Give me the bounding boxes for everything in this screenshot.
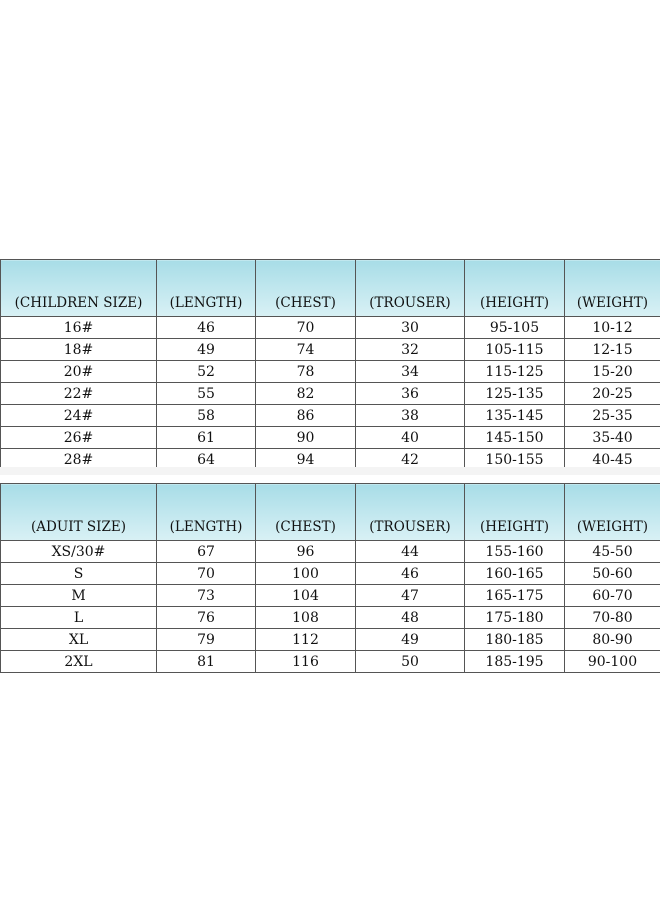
chest-cell: 116 [256,651,356,673]
header-length: (LENGTH) [157,260,256,317]
table-row [1,651,660,673]
weight-cell: 70-80 [565,607,660,629]
chest-cell: 112 [256,629,356,651]
height-cell: 160-165 [465,563,565,585]
weight-cell: 40-45 [565,449,660,471]
chest-cell: 70 [256,317,356,339]
table-separator [0,467,660,475]
header-weight: (WEIGHT) [565,260,660,317]
header-height: (HEIGHT) [465,260,565,317]
weight-cell: 25-35 [565,405,660,427]
weight-cell: 45-50 [565,541,660,563]
table-row [1,607,660,629]
chest-cell: 82 [256,383,356,405]
trouser-cell: 40 [356,427,465,449]
table-row [1,405,660,427]
weight-cell: 10-12 [565,317,660,339]
chest-cell: 86 [256,405,356,427]
length-cell: 58 [157,405,256,427]
weight-cell: 80-90 [565,629,660,651]
header-size: (CHILDREN SIZE) [1,260,157,317]
length-cell: 46 [157,317,256,339]
size-cell: 22# [1,383,157,405]
chest-cell: 104 [256,585,356,607]
table-row [1,585,660,607]
height-cell: 150-155 [465,449,565,471]
size-cell: 20# [1,361,157,383]
length-cell: 64 [157,449,256,471]
length-cell: 61 [157,427,256,449]
header-length: (LENGTH) [157,484,256,541]
size-cell: M [1,585,157,607]
length-cell: 70 [157,563,256,585]
table-row [1,629,660,651]
chest-cell: 94 [256,449,356,471]
trouser-cell: 44 [356,541,465,563]
header-chest: (CHEST) [256,484,356,541]
length-cell: 73 [157,585,256,607]
size-cell: L [1,607,157,629]
size-cell: 26# [1,427,157,449]
table-row [1,383,660,405]
weight-cell: 90-100 [565,651,660,673]
height-cell: 165-175 [465,585,565,607]
chest-cell: 90 [256,427,356,449]
adult-size-table [0,483,660,673]
trouser-cell: 50 [356,651,465,673]
size-cell: 2XL [1,651,157,673]
chest-cell: 96 [256,541,356,563]
size-cell: 18# [1,339,157,361]
trouser-cell: 30 [356,317,465,339]
trouser-cell: 48 [356,607,465,629]
weight-cell: 50-60 [565,563,660,585]
size-cell: S [1,563,157,585]
height-cell: 145-150 [465,427,565,449]
length-cell: 67 [157,541,256,563]
height-cell: 185-195 [465,651,565,673]
trouser-cell: 49 [356,629,465,651]
chest-cell: 78 [256,361,356,383]
weight-cell: 15-20 [565,361,660,383]
table-row [1,563,660,585]
height-cell: 135-145 [465,405,565,427]
table-row [1,339,660,361]
length-cell: 49 [157,339,256,361]
size-cell: 24# [1,405,157,427]
height-cell: 95-105 [465,317,565,339]
weight-cell: 60-70 [565,585,660,607]
header-trouser: (TROUSER) [356,260,465,317]
weight-cell: 20-25 [565,383,660,405]
adult-header-row [1,484,660,541]
length-cell: 52 [157,361,256,383]
size-cell: 28# [1,449,157,471]
trouser-cell: 46 [356,563,465,585]
trouser-cell: 47 [356,585,465,607]
table-row [1,361,660,383]
children-header-row [1,260,660,317]
chest-cell: 74 [256,339,356,361]
height-cell: 180-185 [465,629,565,651]
trouser-cell: 42 [356,449,465,471]
height-cell: 105-115 [465,339,565,361]
height-cell: 115-125 [465,361,565,383]
trouser-cell: 34 [356,361,465,383]
size-cell: 16# [1,317,157,339]
table-row [1,541,660,563]
trouser-cell: 38 [356,405,465,427]
children-size-table [0,259,660,471]
chest-cell: 100 [256,563,356,585]
header-weight: (WEIGHT) [565,484,660,541]
height-cell: 155-160 [465,541,565,563]
header-height: (HEIGHT) [465,484,565,541]
weight-cell: 12-15 [565,339,660,361]
weight-cell: 35-40 [565,427,660,449]
chest-cell: 108 [256,607,356,629]
trouser-cell: 32 [356,339,465,361]
length-cell: 55 [157,383,256,405]
length-cell: 79 [157,629,256,651]
header-chest: (CHEST) [256,260,356,317]
header-size: (ADUIT SIZE) [1,484,157,541]
table-row [1,427,660,449]
height-cell: 175-180 [465,607,565,629]
trouser-cell: 36 [356,383,465,405]
header-trouser: (TROUSER) [356,484,465,541]
size-cell: XL [1,629,157,651]
height-cell: 125-135 [465,383,565,405]
table-row [1,317,660,339]
size-cell: XS/30# [1,541,157,563]
length-cell: 76 [157,607,256,629]
length-cell: 81 [157,651,256,673]
